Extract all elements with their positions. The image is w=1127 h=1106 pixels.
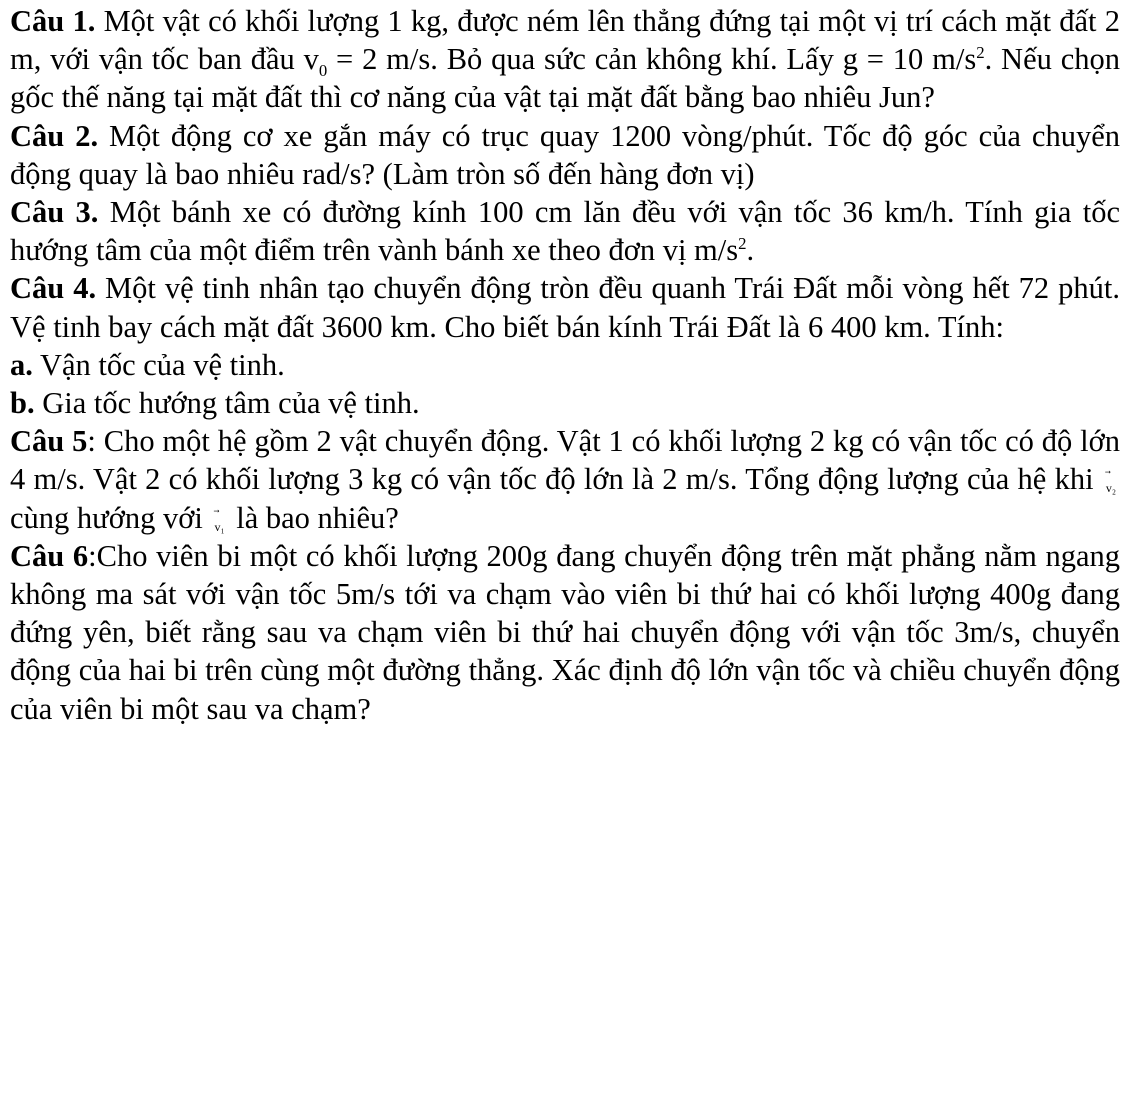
initial-velocity-symbol [303, 42, 328, 81]
question-2-text: Một động cơ xe gắn máy có trục quay 1200 vòng/phút. Tốc độ góc của chuyển động quay là bao nhiêu rad/s? (Làm tròn số đến hàng đơn vị) [10, 118, 1120, 191]
question-2 [10, 117, 1120, 193]
question-1-text-b: = 2 m/s. Bỏ qua sức cản không khí. Lấy [327, 42, 843, 77]
vector-v1-letter: v₁ [214, 519, 225, 534]
question-2-label: Câu 2. [10, 118, 99, 153]
unit-base: m/s [694, 233, 739, 268]
question-1-text-a: Một vật có khối lượng 1 kg, được ném lên thẳng đứng tại một vị trí cách mặt đất 2 m, với vận tốc ban đầu [10, 4, 1120, 77]
question-3 [10, 193, 1120, 269]
question-4 [10, 269, 1120, 345]
acceleration-unit [694, 233, 746, 267]
question-6 [10, 537, 1120, 728]
question-4-part-a [10, 346, 1120, 384]
question-6-label: Câu 6 [10, 538, 89, 573]
part-a-text: Vận tốc của vệ tinh. [32, 347, 285, 382]
question-1 [10, 2, 1120, 117]
part-b-label: b. [10, 386, 35, 421]
question-5 [10, 422, 1120, 537]
gravity-value: g = 10 m/s [842, 42, 977, 77]
question-4-text: Một vệ tinh nhân tạo chuyển động tròn đều quanh Trái Đất mỗi vòng hết 72 phút. Vệ tinh bay cách mặt đất 3600 km. Cho biết bán kính Trái Đất là 6 400 km. Tính: [10, 271, 1120, 344]
vector-v1-symbol [214, 509, 224, 533]
unit-superscript: 2 [738, 234, 747, 254]
question-5-text-c: là bao nhiêu? [228, 500, 399, 535]
question-3-label: Câu 3. [10, 195, 99, 230]
part-a-label: a. [10, 347, 33, 382]
question-3-text-b: . [746, 233, 755, 268]
question-5-text-b: cùng hướng với [10, 500, 211, 535]
question-5-label: Câu 5 [10, 424, 88, 459]
v0-subscript: 0 [318, 61, 328, 81]
question-3-text-a: Một bánh xe có đường kính 100 cm lăn đều với vận tốc 36 km/h. Tính gia tốc hướng tâm của một điểm trên vành bánh xe theo đơn vị [10, 195, 1120, 268]
vector-v1-arrow [214, 509, 224, 521]
vector-v2-symbol [1106, 470, 1116, 494]
v0-symbol: v [303, 42, 319, 77]
question-5-text-a: : Cho một hệ gồm 2 vật chuyển động. Vật 1 có khối lượng 2 kg có vận tốc có độ lớn 4 m/s. Vật 2 có khối lượng 3 kg có vận tốc độ lớn là 2 m/s. Tổng động lượng của hệ khi [10, 424, 1121, 497]
question-6-text: :Cho viên bi một có khối lượng 200g đang chuyển động trên mặt phẳng nằm ngang không ma sát với vận tốc 5m/s tới va chạm vào viên bi thứ hai có khối lượng 400g đang đứng yên, biết rằng sau va chạm viên bi thứ hai chuyển động với vận tốc 3m/s, chuyển động của hai bi trên cùng một đường thẳng. Xác định độ lớn vận tốc và chiều chuyển động của viên bi một sau va chạm? [10, 538, 1120, 726]
question-1-label: Câu 1. [10, 4, 96, 38]
worksheet-page [10, 2, 1120, 728]
vector-v2-letter: v₂ [1105, 481, 1116, 496]
gravity-superscript: 2 [976, 43, 985, 63]
question-4-label: Câu 4. [10, 271, 97, 306]
question-1-text-c: . Nếu chọn gốc thế năng tại mặt đất thì cơ năng của vật tại mặt đất bằng bao nhiêu Jun? [10, 42, 1120, 115]
question-4-part-b [10, 384, 1120, 422]
gravity-expression [843, 42, 985, 76]
part-b-text: Gia tốc hướng tâm của vệ tinh. [34, 386, 420, 421]
